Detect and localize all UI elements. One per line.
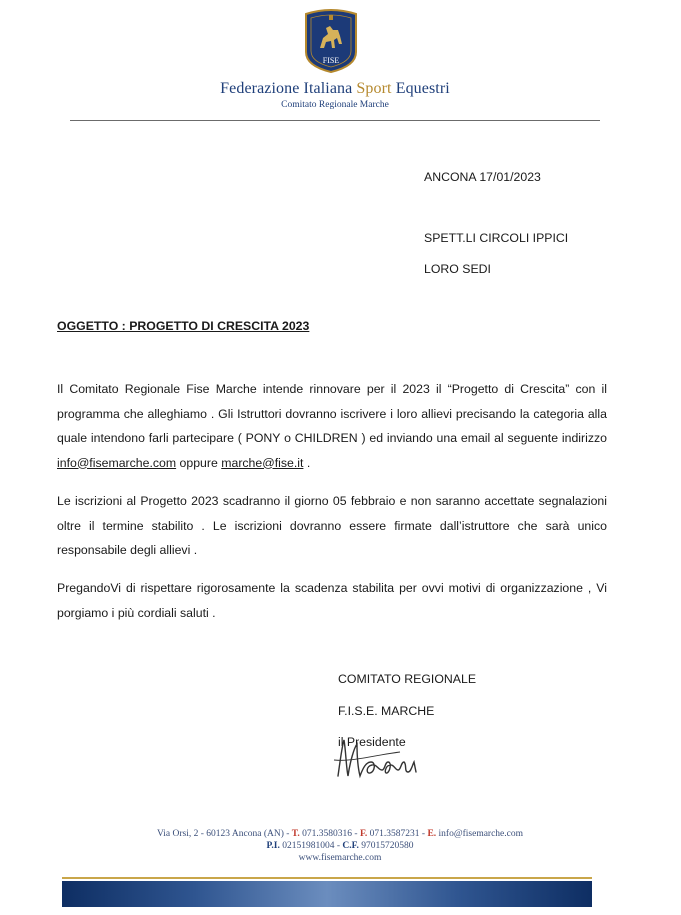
- paragraph-1: Il Comitato Regionale Fise Marche intende rinnovare per il 2023 il “Progetto di Crescita” con il programma che alleghiamo . Gli Istruttori dovranno iscrivere i loro allievi precisando la categoria alla quale intendono farli partecipare ( PONY o CHILDREN ) ed inviando una email al seguente indirizzo info@fisemarche.com oppure marche@fise.it .: [57, 382, 607, 470]
- recipient-line-1: SPETT.LI CIRCOLI IPPICI: [424, 231, 569, 245]
- paragraph-3: PregandoVi di rispettare rigorosamente la scadenza stabilita per ovvi motivi di organizzazione , Vi porgiamo i più cordiali saluti .: [57, 581, 607, 620]
- organization-subtitle: Comitato Regionale Marche: [281, 100, 389, 110]
- recipient-line-2: LORO SEDI: [424, 262, 491, 276]
- signature-committee: COMITATO REGIONALE: [338, 672, 477, 686]
- email-link-marche[interactable]: marche@fise.it: [221, 455, 304, 470]
- letter-date: ANCONA 17/01/2023: [424, 170, 541, 184]
- fise-logo-icon: [302, 8, 360, 74]
- svg-text:FISE: FISE: [322, 56, 340, 65]
- footer-band: [62, 881, 592, 907]
- footer-website[interactable]: www.fisemarche.com: [298, 853, 382, 863]
- footer-band-accent: [62, 877, 592, 879]
- email-link-info[interactable]: info@fisemarche.com: [57, 455, 177, 470]
- handwritten-signature-icon: [330, 732, 430, 782]
- letter-subject: OGGETTO : PROGETTO DI CRESCITA 2023: [57, 319, 310, 333]
- signature-org: F.I.S.E. MARCHE: [338, 704, 435, 718]
- header-divider: [70, 120, 600, 121]
- organization-name: Federazione Italiana Sport Equestri: [220, 80, 450, 97]
- footer-tax-info: P.I. 02151981004 - C.F. 97015720580: [266, 841, 414, 851]
- paragraph-2: Le iscrizioni al Progetto 2023 scadranno il giorno 05 febbraio e non saranno accettate segnalazioni oltre il termine stabilito . Le iscrizioni dovranno essere firmate dall’istruttore che sarà unico responsabile degli allievi .: [57, 494, 607, 557]
- signature-title: il Presidente: [338, 735, 406, 749]
- footer-address: Via Orsi, 2 - 60123 Ancona (AN) - T. 071.3580316 - F. 071.3587231 - E. info@fisemarche.com: [157, 829, 523, 839]
